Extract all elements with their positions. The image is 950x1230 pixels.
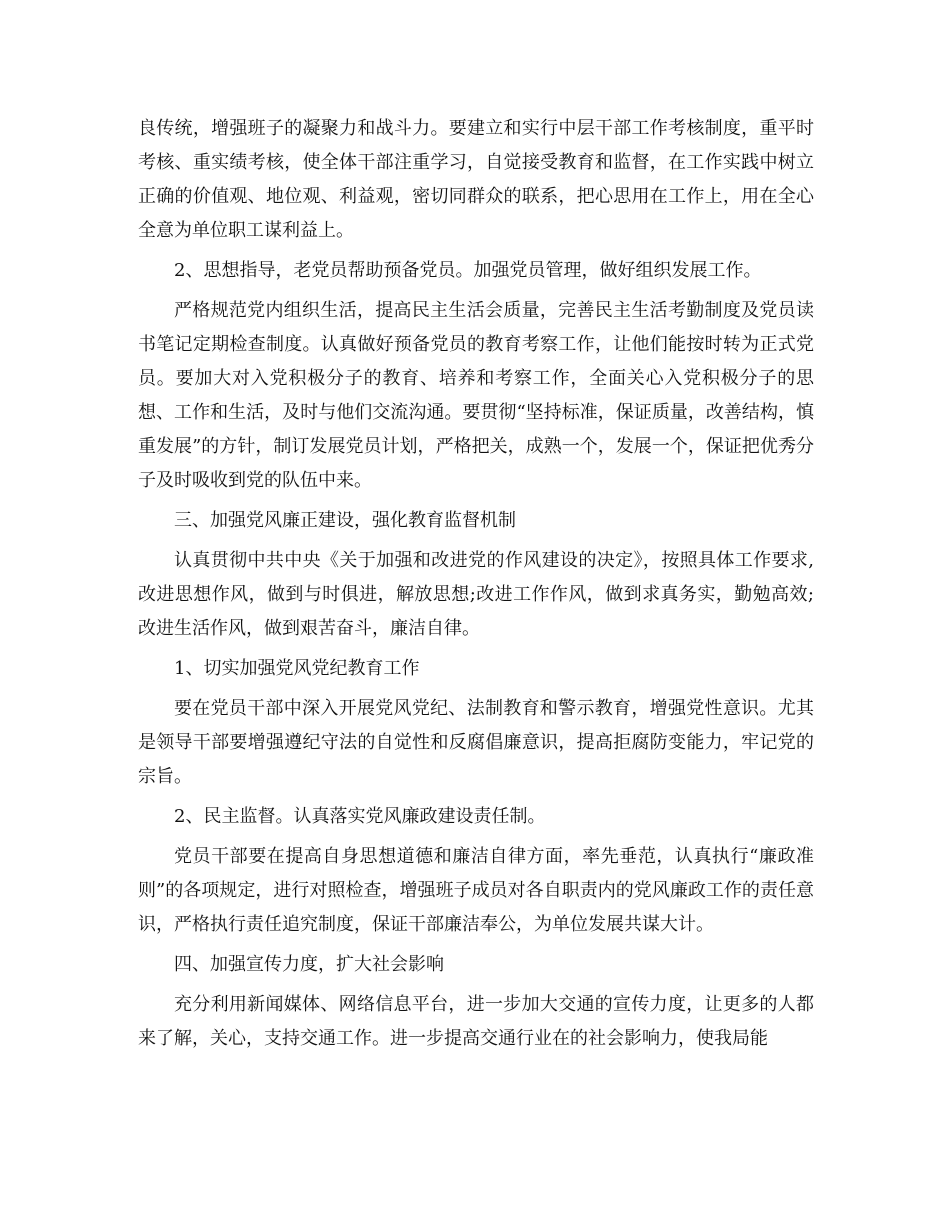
section-heading-3: 三、加强党风廉正建设，强化教育监督机制 — [174, 510, 516, 531]
paragraph: 严格规范党内组织生活，提高民主生活会质量，完善民主生活考勤制度及党员读书笔记定期检查制度。认真做好预备党员的教育考察工作，让他们能按时转为正式党员。要加大对入党积极分子的教育、培养和考察工作，全面关心入党积极分子的思想、工作和生活，及时与他们交流沟通。要贯彻“坚持标准，保证质量，改善结构，慎重发展”的方针，制订发展党员计划，严格把关，成熟一个，发展一个，保证把优秀分子及时吸收到党的队伍中来。 — [138, 300, 814, 491]
subheading-2-supervision: 2、民主监督。认真落实党风廉政建设责任制。 — [174, 806, 546, 827]
paragraph: 要在党员干部中深入开展党风党纪、法制教育和警示教育，增强党性意识。尤其是领导干部要增强遵纪守法的自觉性和反腐倡廉意识，提高拒腐防变能力，牢记党的宗旨。 — [138, 698, 814, 787]
paragraph: 党员干部要在提高自身思想道德和廉洁自律方面，率先垂范，认真执行“廉政准则”的各项规定，进行对照检查，增强班子成员对各自职责内的党风廉政工作的责任意识，严格执行责任追究制度，保证干部廉洁奉公，为单位发展共谋大计。 — [138, 846, 814, 935]
subheading-1-education: 1、切实加强党风党纪教育工作 — [174, 658, 420, 679]
document-body — [138, 112, 814, 1062]
paragraph: 认真贯彻中共中央《关于加强和改进党的作风建设的决定》，按照具体工作要求,改进思想作风，做到与时俱进，解放思想;改进工作作风，做到求真务实，勤勉高效;改进生活作风，做到艰苦奋斗，廉洁自律。 — [138, 550, 814, 639]
paragraph: 充分利用新闻媒体、网络信息平台，进一步加大交通的宣传力度，让更多的人都来了解，关心，支持交通工作。进一步提高交通行业在的社会影响力，使我局能 — [138, 994, 814, 1049]
paragraph-continued: 良传统，增强班子的凝聚力和战斗力。要建立和实行中层干部工作考核制度，重平时考核、重实绩考核，使全体干部注重学习，自觉接受教育和监督，在工作实践中树立正确的价值观、地位观、利益观，密切同群众的联系，把心思用在工作上，用在全心全意为单位职工谋利益上。 — [138, 118, 814, 241]
subheading-2-guidance: 2、思想指导，老党员帮助预备党员。加强党员管理，做好组织发展工作。 — [174, 260, 762, 281]
section-heading-4: 四、加强宣传力度，扩大社会影响 — [174, 954, 444, 975]
